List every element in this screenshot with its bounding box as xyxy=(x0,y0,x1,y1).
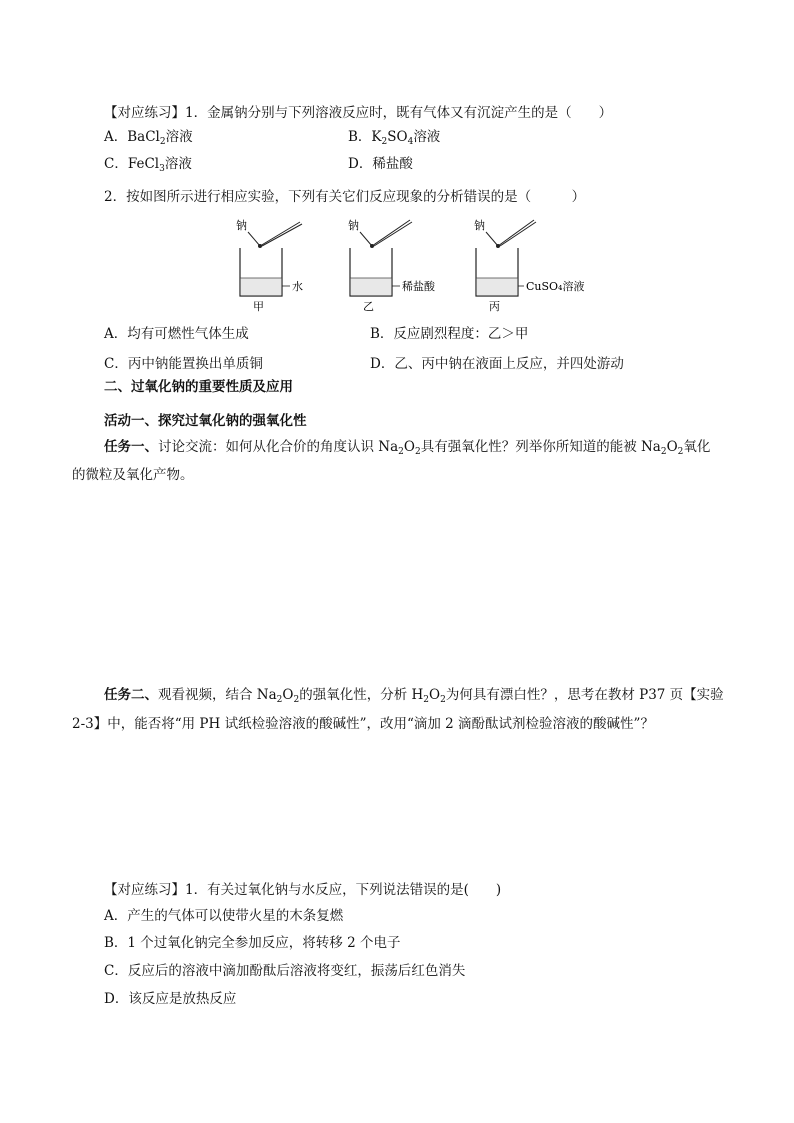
section-heading: 二、过氧化钠的重要性质及应用 xyxy=(104,379,293,395)
question-stem: 1．有关过氧化钠与水反应，下列说法错误的是( ) xyxy=(185,882,502,898)
practice-question-3 xyxy=(104,881,501,899)
beaker-dilute-hcl xyxy=(348,218,436,313)
option-a: A．BaCl$_2$溶液 xyxy=(104,129,193,147)
task-2: 任务二、观看视频，结合 $Na_2O_2$的强氧化性，分析 $H_2O_2$为何具有漂白性？，思考在教材 P37 页【实验 xyxy=(104,687,724,705)
practice-label: 【对应练习】 xyxy=(104,105,185,121)
q3-option-b: B．1 个过氧化钠完全参加反应，将转移 2 个电子 xyxy=(104,935,401,951)
q3-option-c: C．反应后的溶液中滴加酚酞后溶液将变红，振荡后红色消失 xyxy=(104,963,466,979)
beaker-bing-label: 丙 xyxy=(489,300,500,313)
task-2-continued: 2-3】中，能否将“用 PH 试纸检验溶液的酸碱性”，改用“滴加 2 滴酚酞试剂检验溶液的酸碱性”？ xyxy=(72,716,654,732)
task-label: 任务二、 xyxy=(104,687,158,703)
option-c: C．FeCl$_3$溶液 xyxy=(104,156,192,174)
beaker-cuso4 xyxy=(474,218,584,313)
beaker-jia-label: 甲 xyxy=(253,300,264,313)
q2-option-d: D．乙、丙中钠在液面上反应，并四处游动 xyxy=(370,356,624,372)
activity-heading: 活动一、探究过氧化钠的强氧化性 xyxy=(104,413,307,429)
q2-option-a: A．均有可燃性气体生成 xyxy=(104,326,249,342)
cuso4-label: CuSO₄溶液 xyxy=(526,280,585,293)
q2-option-c: C．丙中钠能置换出单质铜 xyxy=(104,356,263,372)
sodium-label: 钠 xyxy=(236,219,247,232)
q3-option-a: A．产生的气体可以使带火星的木条复燃 xyxy=(104,908,344,924)
task-1: 任务一、讨论交流：如何从化合价的角度认识 $Na_2O_2$具有强氧化性？列举你所知道的能被 $Na_2O_2$氧化 xyxy=(104,439,711,457)
task-1-continued: 的微粒及氧化产物。 xyxy=(72,467,194,483)
sodium-label: 钠 xyxy=(348,219,359,232)
beaker-water xyxy=(236,218,303,313)
question-stem: 1．金属钠分别与下列溶液反应时，既有气体又有沉淀产生的是（ ） xyxy=(185,105,613,121)
question-2-stem: 2．按如图所示进行相应实验，下列有关它们反应现象的分析错误的是（ ） xyxy=(104,189,586,205)
q3-option-d: D．该反应是放热反应 xyxy=(104,991,237,1007)
practice-label: 【对应练习】 xyxy=(104,882,185,898)
task-label: 任务一、 xyxy=(104,439,158,455)
q2-option-b: B．反应剧烈程度：乙＞甲 xyxy=(370,326,529,342)
practice-question-1 xyxy=(104,104,612,122)
option-d: D．稀盐酸 xyxy=(348,156,413,172)
dilute-hcl-label: 稀盐酸 xyxy=(402,280,435,293)
beaker-experiment-figure xyxy=(230,212,600,316)
sodium-label: 钠 xyxy=(474,219,485,232)
water-label: 水 xyxy=(292,280,303,293)
option-b: B．$K_2SO_4$溶液 xyxy=(348,129,441,147)
beaker-yi-label: 乙 xyxy=(363,300,374,313)
